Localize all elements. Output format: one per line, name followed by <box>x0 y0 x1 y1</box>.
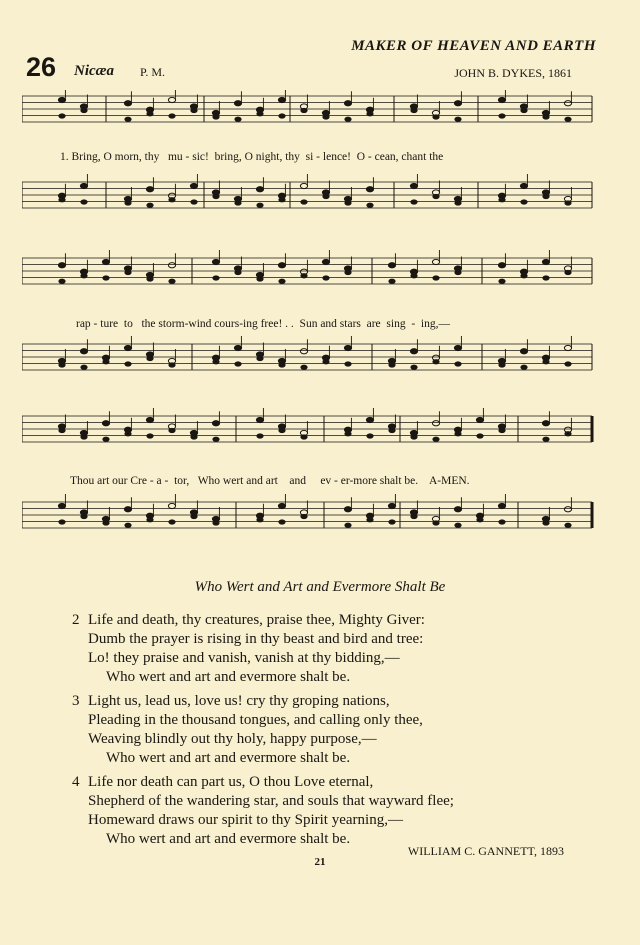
verse-line: Life nor death can part us, O thou Love eternal, <box>88 774 374 790</box>
verse-line: Shepherd of the wandering star, and souls that wayward flee; <box>88 793 454 809</box>
verse-line: Who wert and art and evermore shalt be. <box>106 831 351 847</box>
verse-2 <box>72 611 425 687</box>
verse-number: 3 <box>72 693 80 709</box>
verse-line: Who wert and art and evermore shalt be. <box>106 750 351 766</box>
verse-line: Light us, lead us, love us! cry thy groping nations, <box>88 693 390 709</box>
lyric-line-2: rap - ture to the storm-wind cours-ing free! . . Sun and stars are sing - ing,— <box>76 318 450 330</box>
verse-line: Weaving blindly out thy holy, happy purpose,— <box>88 731 377 747</box>
staff <box>22 336 592 370</box>
staff <box>22 494 592 528</box>
meter: P. M. <box>140 65 166 79</box>
tune-name: Nicæa <box>74 63 114 79</box>
verse-number: 4 <box>72 774 80 790</box>
lyric-line-3: Thou art our Cre - a - tor, Who wert and art and ev - er-more shalt be. A-MEN. <box>70 475 470 487</box>
verse-4 <box>72 773 454 849</box>
hymn-caption: Who Wert and Art and Evermore Shalt Be <box>194 579 446 595</box>
lyric-line-1: 1. Bring, O morn, thy mu - sic! bring, O night, thy si - lence! O - cean, chant the <box>60 151 444 163</box>
verse-line: Dumb the prayer is rising in thy beast and bird and tree: <box>88 631 424 647</box>
verse-3 <box>72 692 423 768</box>
verse-line: Who wert and art and evermore shalt be. <box>106 669 351 685</box>
hymn-number: 26 <box>26 52 57 82</box>
verse-line: Life and death, thy creatures, praise thee, Mighty Giver: <box>88 612 425 628</box>
page-number: 21 <box>314 856 326 868</box>
verse-line: Pleading in the thousand tongues, and calling only thee, <box>88 712 423 728</box>
staff <box>22 90 592 122</box>
verse-number: 2 <box>72 612 80 628</box>
verse-line: Homeward draws our spirit to thy Spirit yearning,— <box>88 812 403 828</box>
staff <box>22 174 592 208</box>
staff <box>22 408 592 442</box>
verse-line: Lo! they praise and vanish, vanish at thy bidding,— <box>88 650 400 666</box>
page-title: MAKER OF HEAVEN AND EARTH <box>351 38 596 54</box>
staff <box>22 250 592 284</box>
composer: JOHN B. DYKES, 1861 <box>454 66 572 80</box>
author: WILLIAM C. GANNETT, 1893 <box>407 844 564 858</box>
